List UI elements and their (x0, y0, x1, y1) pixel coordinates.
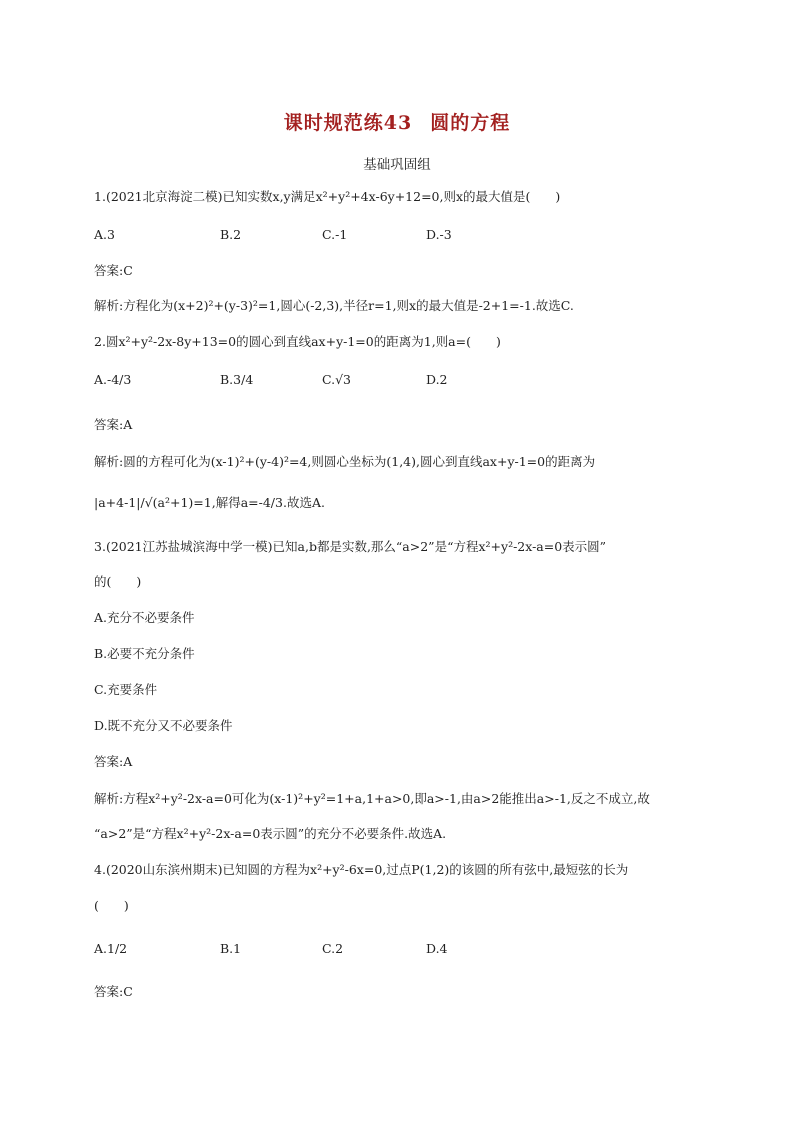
page-title (0, 108, 794, 135)
question-1: 1.(2021北京海淀二模)已知实数x,y满足x²+y²+4x-6y+12=0,则x的最大值是( ) (94, 189, 561, 204)
question-4-cont: ( ) (94, 898, 129, 913)
q3-analysis-line-1: 解析:方程x²+y²-2x-a=0可化为(x-1)²+y²=1+a,1+a>0,即a>-1,由a>2能推出a>-1,反之不成立,故 (94, 791, 650, 806)
title-topic: 圆的方程 (430, 112, 511, 134)
q3-analysis-line-2: “a>2”是“方程x²+y²-2x-a=0表示圆”的充分不必要条件.故选A. (94, 826, 447, 841)
question-3-cont: 的( ) (94, 574, 142, 589)
q1-answer: 答案:C (94, 263, 133, 278)
q1-option-a[interactable]: A.3 (94, 227, 115, 242)
q1-analysis: 解析:方程化为(x+2)²+(y-3)²=1,圆心(-2,3),半径r=1,则x的最大值是-2+1=-1.故选C. (94, 298, 574, 313)
q3-option-c[interactable]: C.充要条件 (94, 682, 158, 697)
q3-option-d[interactable]: D.既不充分又不必要条件 (94, 718, 233, 733)
q4-option-c[interactable]: C.2 (322, 941, 344, 956)
q2-option-b[interactable]: B.3/4 (220, 372, 254, 387)
q2-option-a[interactable]: A.-4/3 (94, 372, 132, 387)
q2-option-c[interactable]: C.√3 (322, 372, 352, 387)
question-4: 4.(2020山东滨州期末)已知圆的方程为x²+y²-6x=0,过点P(1,2)的该圆的所有弦中,最短弦的长为 (94, 862, 629, 877)
q4-answer: 答案:C (94, 984, 133, 999)
q2-option-d[interactable]: D.2 (426, 372, 448, 387)
section-subtitle: 基础巩固组 (363, 157, 431, 173)
q1-option-b[interactable]: B.2 (220, 227, 242, 242)
q4-option-d[interactable]: D.4 (426, 941, 448, 956)
q2-analysis-line-1: 解析:圆的方程可化为(x-1)²+(y-4)²=4,则圆心坐标为(1,4),圆心到直线ax+y-1=0的距离为 (94, 454, 596, 469)
q2-answer: 答案:A (94, 417, 133, 432)
q2-analysis-line-2: |a+4-1|/√(a²+1)=1,解得a=-4/3.故选A. (94, 495, 325, 510)
q4-option-a[interactable]: A.1/2 (94, 941, 128, 956)
q3-answer: 答案:A (94, 754, 133, 769)
q1-option-d[interactable]: D.-3 (426, 227, 452, 242)
q3-option-b[interactable]: B.必要不充分条件 (94, 646, 195, 661)
q3-option-a[interactable]: A.充分不必要条件 (94, 610, 195, 625)
title-lesson: 课时规范练43 (283, 112, 413, 134)
q4-option-b[interactable]: B.1 (220, 941, 242, 956)
question-3: 3.(2021江苏盐城滨海中学一模)已知a,b都是实数,那么“a>2”是“方程x²+y²-2x-a=0表示圆” (94, 539, 607, 554)
q1-option-c[interactable]: C.-1 (322, 227, 348, 242)
question-2: 2.圆x²+y²-2x-8y+13=0的圆心到直线ax+y-1=0的距离为1,则a=( ) (94, 334, 501, 349)
